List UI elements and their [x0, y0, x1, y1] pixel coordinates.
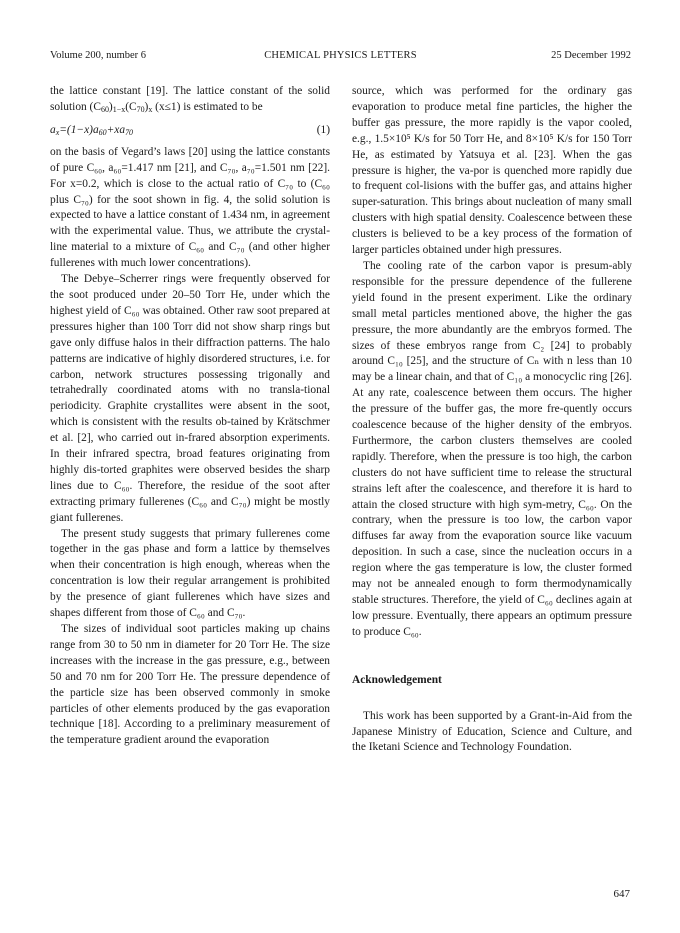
- page-number: 647: [613, 888, 630, 900]
- volume-label: Volume 200, number 6: [50, 50, 147, 61]
- paragraph: The cooling rate of the carbon vapor is presum-ably responsible for the pressure dependence of the fullerene yield found in the present experiment. Like the ordinary small metal particles mentioned above, the higher the gas pressure, the more abundantly are the embryos formed. The sizes of these embryos range from C₂ [24] to probably around C₁₀ [25], and the structure of Cₙ with n less than 10 may be a linear chain, and that of C₁₀ a monocyclic ring [26]. At any rate, coalescence between them occurs. The higher the pressure of the buffer gas, the more fre-quently occurs coalescence because of the higher density of the embryos. Furthermore, the carbon clusters themselves are cooled rapidly. Therefore, when the pressure is too high, the carbon clusters do not have sufficient time to release the structural strains left after the coalescence, and therefore it is hard to attain the closed structure with high sym-metry, C₆₀. On the contrary, when the pressure is too low, the carbon vapor diffuses far away from the evaporation source like vacuum deposition. In such a case, since the nucleation occurs in a region where the gas temperature is low, the cluster formed may not be annealed enough to form thermodynamically stable structures. Therefore, the yield of C₆₀ declines again at low pressure. Eventually, there appears an optimum pressure to produce C₆₀.: [352, 259, 632, 638]
- paragraph: on the basis of Vegard’s laws [20] using the lattice constants of pure C₆₀, a₆₀=1.417 nm [21], and C₇₀, a₇₀=1.501 nm [22]. For x=0.2, which is close to the actual ratio of C₇₀ to (C₆₀ plus C₇₀) for the soot shown in fig. 4, the solid solution is expected to have a lattice constant of 1.434 nm, in agreement with the experimental value. Thus, we attribute the crystal-line material to a mixture of C₆₀ and C₇₀ (and other higher fullerenes with much lower concentrations).: [50, 145, 330, 270]
- right-column: [352, 84, 632, 756]
- issue-date: 25 December 1992: [551, 50, 631, 61]
- journal-title: CHEMICAL PHYSICS LETTERS: [264, 50, 417, 61]
- paragraph: source, which was performed for the ordinary gas evaporation to produce metal fine particles, the higher the buffer gas pressure, the more rapidly is the vapor cooled, e.g., 1.5×10⁵ K/s for 50 Torr He, and 8×10⁵ K/s for 150 Torr He, as estimated by Yatsuya et al. [23]. When the gas pressure is higher, the va-por is quenched more rapidly due to frequent col-lisions with the buffer gas, and attains higher super-saturation. This brings about nucleation of many small clusters with high spatial density. Coalescence between these clusters is believed to be a key process of the formation of larger particles obtained under high pressures.: [352, 85, 632, 257]
- acknowledgement-text: This work has been supported by a Grant-in-Aid from the Japanese Ministry of Education, Science and Culture, and the Iketani Science and Technology Foundation.: [352, 709, 632, 754]
- paragraph: The Debye–Scherrer rings were frequently observed for the soot produced under 20–50 Torr He, under which the highest yield of C₆₀ was obtained. Other raw soot prepared at pressures higher than 100 Torr did not show sharp rings but gave only diffuse halos in their diffraction patterns. The halo patterns are indicative of highly disordered structures, i.e. for carbon, network structures possessing trigonally and tetrahedrally coordinated atoms with no transla-tional periodicity. Graphite crystallites were absent in the soot, which is consistent with the results ob-tained by Krätschmer et al. [2], who carried out in-frared absorption experiments. In their infrared spectra, broad features originating from highly dis-torted graphites were observed besides the sharp lines due to C₆₀. Therefore, the residue of the soot after extracting primary fullerenes (C₆₀ and C₇₀) might be mostly giant fullerenes.: [50, 273, 330, 524]
- left-column: [50, 84, 330, 749]
- acknowledgement-heading: Acknowledgement: [352, 673, 442, 686]
- running-header: [50, 50, 631, 66]
- equation-1: [50, 120, 330, 142]
- paragraph: the lattice constant [19]. The lattice constant of the solid solution $(C_{60})_{1-x}(C_{70})_x$ (x≤1) is estimated to be: [50, 85, 330, 114]
- equation-number: (1): [316, 123, 330, 136]
- equation-expression: $a_x=(1-x)a_{60}+xa_{70}$: [50, 123, 134, 137]
- paragraph: The sizes of individual soot particles making up chains range from 30 to 50 nm in diameter for 20 Torr He. The size increases with the increase in the gas pressure, e.g., between 50 and 70 nm for 200 Torr He. The pressure dependence of the particle size has been observed commonly in smoke particles of other elements produced by the gas evaporation technique [18]. According to a preliminary measurement of the temperature gradient around the evaporation: [50, 623, 330, 747]
- paragraph: The present study suggests that primary fullerenes come together in the gas phase and form a lattice by themselves when their concentration is high enough, whereas when the concentration is low their regular arrangement is prohibited by the presence of giant fullerenes which have sizes and shapes different from those of C₆₀ and C₇₀.: [50, 527, 330, 620]
